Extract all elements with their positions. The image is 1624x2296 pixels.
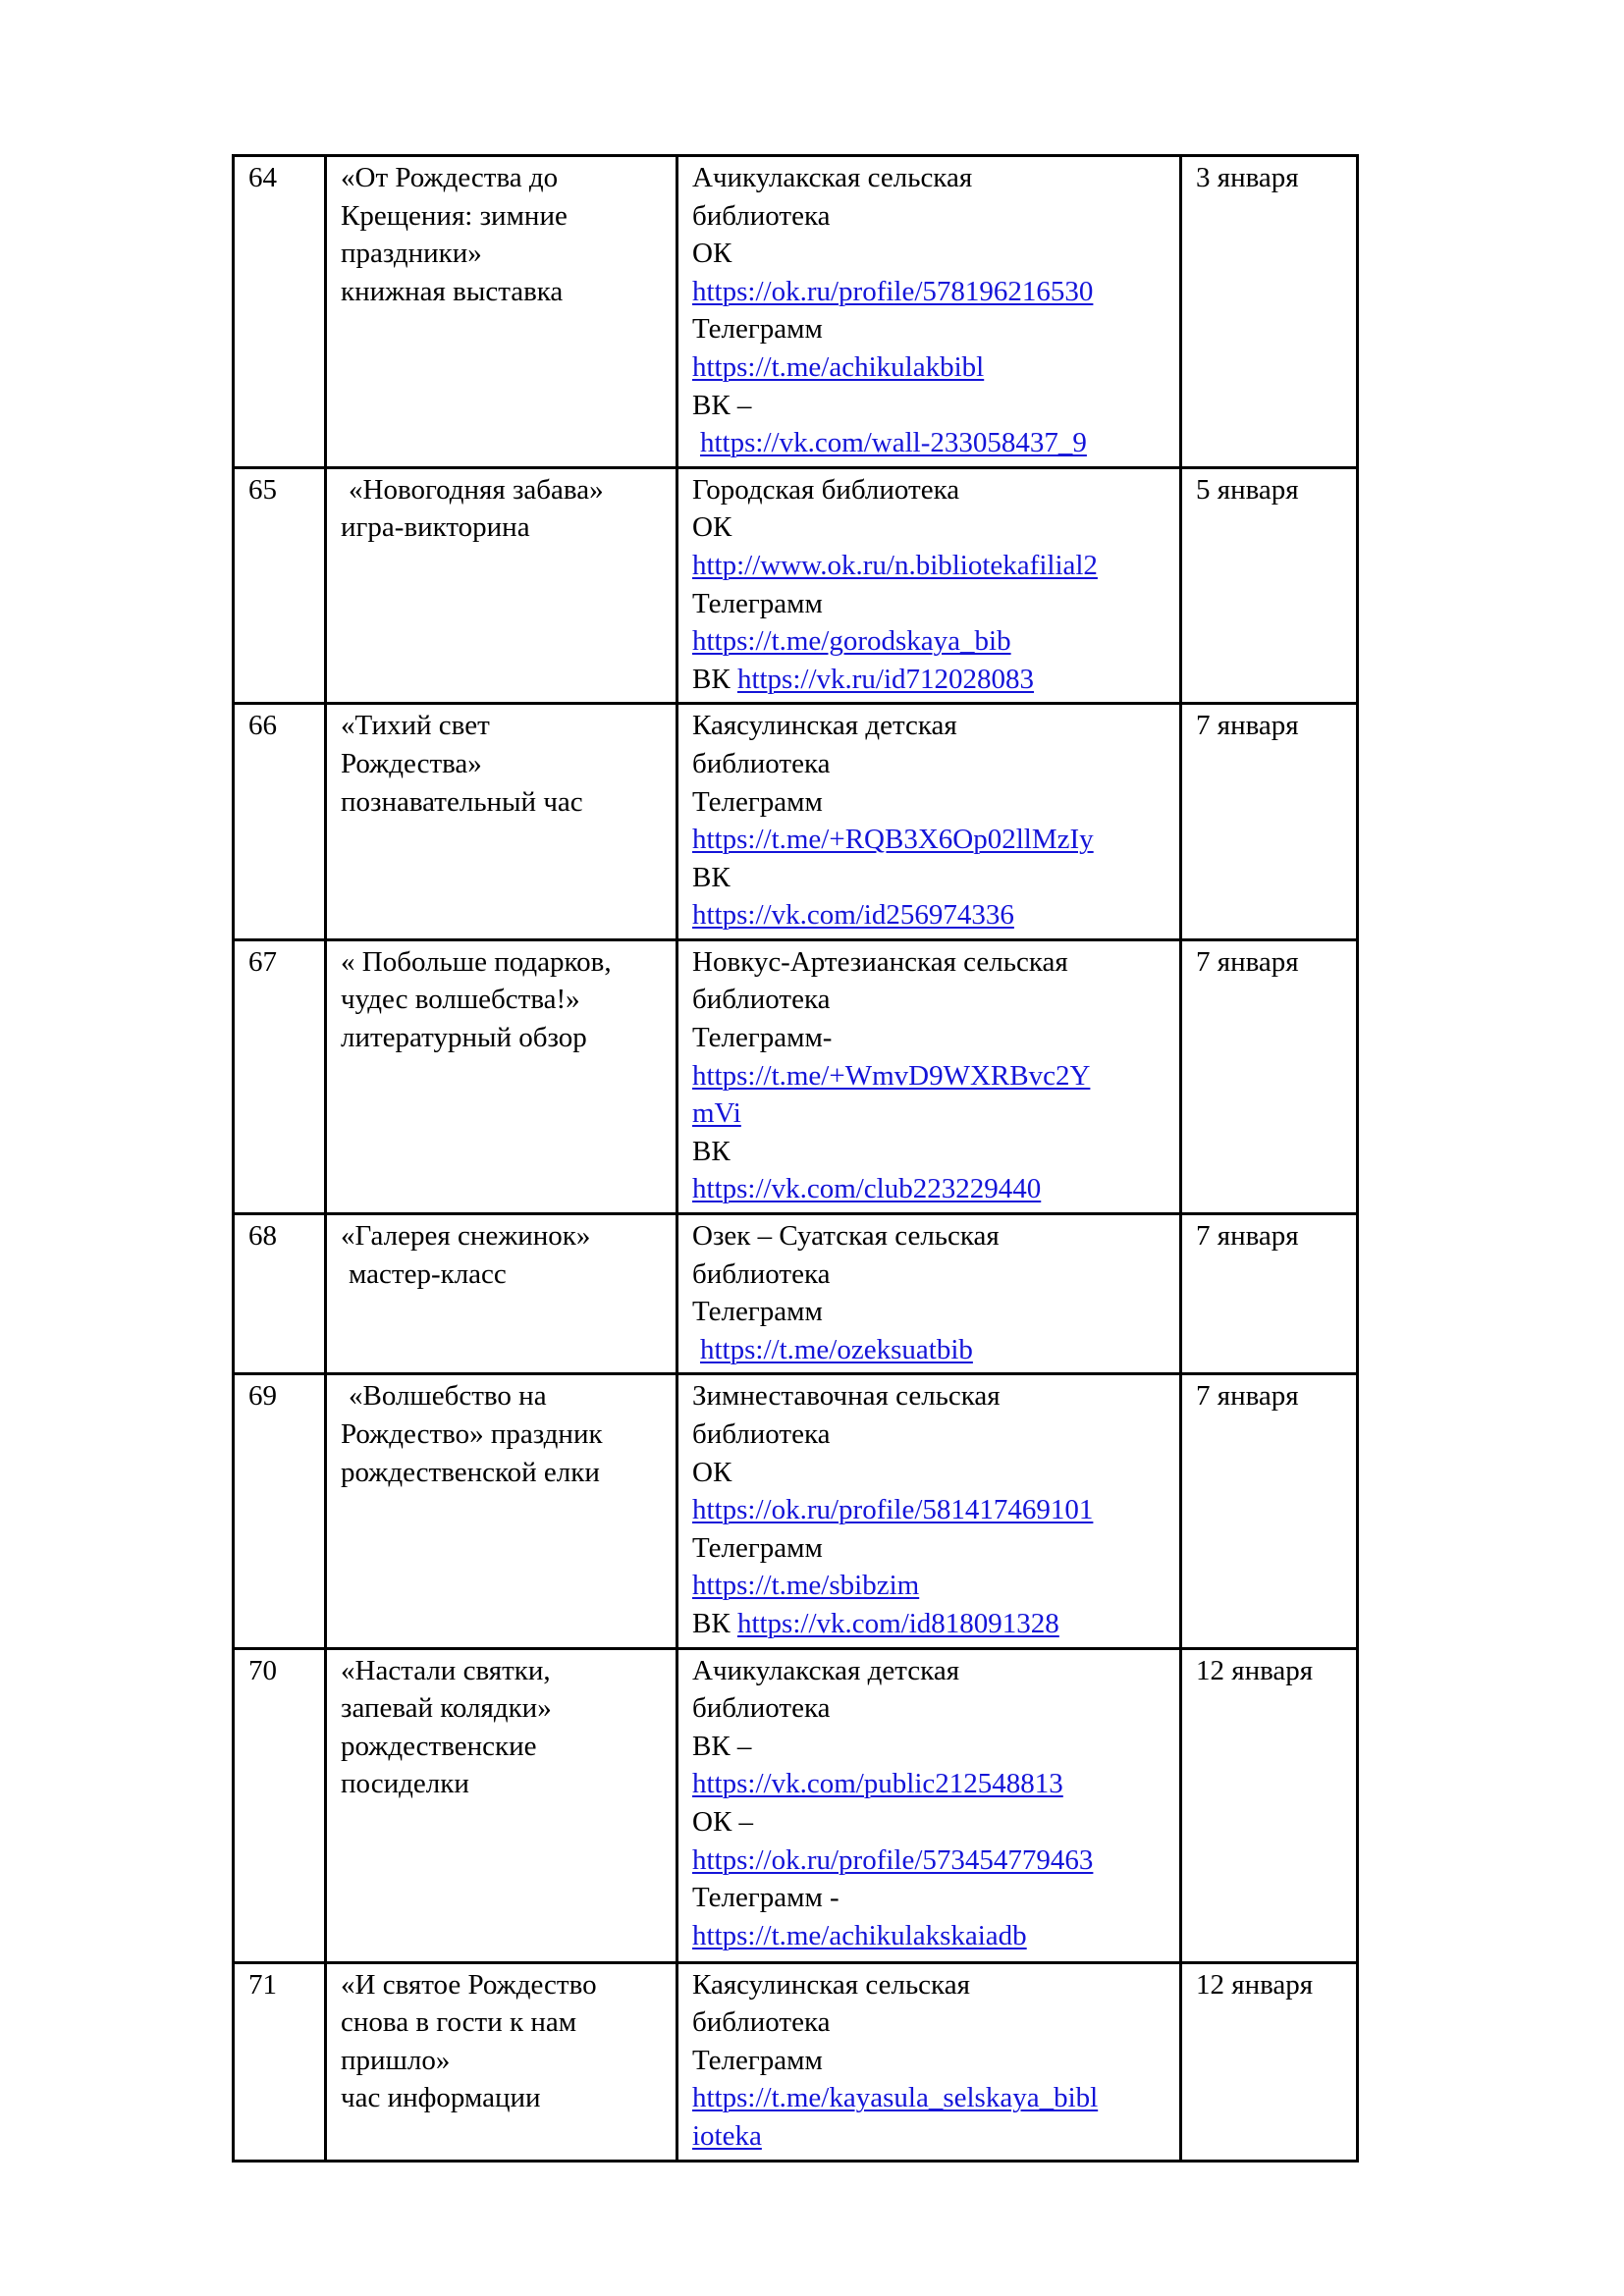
title-line: «Новогодняя забава» <box>349 473 604 506</box>
events-table <box>232 154 1359 2163</box>
title-line: игра-викторина <box>341 511 530 544</box>
title-line: «Волшебство на <box>349 1380 547 1413</box>
place-line: библиотека <box>692 747 831 779</box>
row-number: 70 <box>234 1648 326 1962</box>
event-date: 12 января <box>1181 1648 1358 1962</box>
table-row <box>234 939 1358 1213</box>
event-place <box>677 704 1181 940</box>
contact-label: ОК <box>692 1456 732 1488</box>
title-line: «Галерея снежинок» <box>341 1220 591 1253</box>
place-line: библиотека <box>692 199 831 232</box>
vk-link[interactable]: https://vk.com/id256974336 <box>692 899 1014 932</box>
contact-label: Телеграмм <box>692 587 823 619</box>
title-line: «И святое Рождество <box>341 1968 597 2001</box>
vk-link[interactable]: https://vk.com/public212548813 <box>692 1768 1063 1800</box>
place-line: библиотека <box>692 1692 831 1725</box>
event-date: 7 января <box>1181 939 1358 1213</box>
title-line: час информации <box>341 2082 541 2114</box>
contact-label: ВК – <box>692 1730 752 1762</box>
event-place <box>677 1962 1181 2161</box>
telegram-link[interactable]: https://t.me/kayasula_selskaya_bibl <box>692 2082 1099 2114</box>
event-title <box>326 156 677 468</box>
event-place <box>677 1374 1181 1648</box>
place-line: библиотека <box>692 984 831 1016</box>
vk-link[interactable]: https://vk.com/wall-233058437_9 <box>700 427 1087 459</box>
telegram-link-continued[interactable]: mVi <box>692 1097 741 1130</box>
table-row <box>234 1214 1358 1374</box>
event-place <box>677 1214 1181 1374</box>
contact-label: Телеграмм <box>692 2044 823 2076</box>
title-line: чудес волшебства!» <box>341 984 580 1016</box>
place-line: Городская библиотека <box>692 473 960 506</box>
table-row <box>234 1962 1358 2161</box>
event-title <box>326 939 677 1213</box>
table-row <box>234 1374 1358 1648</box>
title-line: «Настали святки, <box>341 1654 551 1686</box>
event-date: 5 января <box>1181 467 1358 704</box>
row-number: 66 <box>234 704 326 940</box>
row-number: 69 <box>234 1374 326 1648</box>
place-line: Зимнеставочная сельская <box>692 1380 1001 1413</box>
title-line: литературный обзор <box>341 1022 587 1054</box>
event-date: 7 января <box>1181 1374 1358 1648</box>
ok-link[interactable]: http://www.ok.ru/n.bibliotekafilial2 <box>692 549 1098 581</box>
title-line: Крещения: зимние <box>341 199 568 232</box>
vk-link[interactable]: https://vk.com/club223229440 <box>692 1173 1042 1205</box>
place-line: Озек – Суатская сельская <box>692 1220 1000 1253</box>
contact-label: Телеграмм <box>692 1531 823 1564</box>
event-title <box>326 1962 677 2161</box>
ok-link[interactable]: https://ok.ru/profile/578196216530 <box>692 275 1094 307</box>
telegram-link-continued[interactable]: ioteka <box>692 2119 762 2152</box>
telegram-link[interactable]: https://t.me/achikulakskaiadb <box>692 1919 1027 1951</box>
place-line: библиотека <box>692 1418 831 1450</box>
contact-label: Телеграмм- <box>692 1022 833 1054</box>
ok-link[interactable]: https://ok.ru/profile/573454779463 <box>692 1843 1094 1876</box>
contact-label: ВК <box>692 663 731 695</box>
telegram-link[interactable]: https://t.me/ozeksuatbib <box>700 1333 973 1365</box>
telegram-link[interactable]: https://t.me/+WmvD9WXRBvc2Y <box>692 1059 1091 1092</box>
contact-label: Телеграмм <box>692 785 823 818</box>
title-line: «Тихий свет <box>341 710 490 742</box>
vk-link[interactable]: https://vk.ru/id712028083 <box>736 663 1035 695</box>
place-line: Ачикулакская детская <box>692 1654 960 1686</box>
contact-label: Телеграмм <box>692 313 823 346</box>
ok-link[interactable]: https://ok.ru/profile/581417469101 <box>692 1494 1094 1526</box>
title-line: рождественские <box>341 1730 537 1762</box>
row-number: 64 <box>234 156 326 468</box>
place-line: библиотека <box>692 2006 831 2039</box>
row-number: 71 <box>234 1962 326 2161</box>
title-line: Рождества» <box>341 747 482 779</box>
title-line: запевай колядки» <box>341 1692 552 1725</box>
event-title <box>326 1374 677 1648</box>
row-number: 68 <box>234 1214 326 1374</box>
event-place <box>677 156 1181 468</box>
title-line: познавательный час <box>341 785 583 818</box>
event-date: 7 января <box>1181 1214 1358 1374</box>
table-row <box>234 156 1358 468</box>
contact-label: ОК <box>692 238 732 270</box>
telegram-link[interactable]: https://t.me/+RQB3X6Op02llMzIy <box>692 824 1094 856</box>
contact-label: ОК – <box>692 1805 754 1838</box>
telegram-link[interactable]: https://t.me/gorodskaya_bib <box>692 625 1011 658</box>
contact-label: Телеграмм <box>692 1296 823 1328</box>
title-line: книжная выставка <box>341 275 564 307</box>
table-row <box>234 467 1358 704</box>
contact-label: ВК <box>692 861 731 893</box>
title-line: «От Рождества до <box>341 162 559 193</box>
place-line: Каясулинская сельская <box>692 1968 970 2001</box>
event-date: 7 января <box>1181 704 1358 940</box>
title-line: снова в гости к нам <box>341 2006 577 2039</box>
title-line: посиделки <box>341 1768 469 1800</box>
table-row <box>234 704 1358 940</box>
title-line: рождественской елки <box>341 1456 600 1488</box>
title-line: « Побольше подарков, <box>341 945 612 978</box>
place-line: библиотека <box>692 1257 831 1290</box>
vk-link[interactable]: https://vk.com/id818091328 <box>736 1607 1059 1639</box>
telegram-link[interactable]: https://t.me/sbibzim <box>692 1570 920 1602</box>
row-number: 65 <box>234 467 326 704</box>
title-line: пришло» <box>341 2044 451 2076</box>
title-line: мастер-класс <box>349 1257 507 1290</box>
contact-label: ВК <box>692 1135 731 1167</box>
event-title <box>326 704 677 940</box>
contact-label: ВК – <box>692 389 752 421</box>
table-row <box>234 1648 1358 1962</box>
event-title <box>326 1648 677 1962</box>
contact-label: ВК <box>692 1607 731 1639</box>
place-line: Каясулинская детская <box>692 710 957 742</box>
event-place <box>677 467 1181 704</box>
event-title <box>326 1214 677 1374</box>
event-title <box>326 467 677 704</box>
title-line: Рождество» праздник <box>341 1418 603 1450</box>
place-line: Новкус-Артезианская сельская <box>692 945 1068 978</box>
contact-label: Телеграмм - <box>692 1882 839 1914</box>
contact-label: ОК <box>692 511 732 544</box>
row-number: 67 <box>234 939 326 1213</box>
event-date: 12 января <box>1181 1962 1358 2161</box>
title-line: праздники» <box>341 238 482 270</box>
place-line: Ачикулакская сельская <box>692 162 973 193</box>
event-place <box>677 1648 1181 1962</box>
telegram-link[interactable]: https://t.me/achikulakbibl <box>692 350 985 383</box>
event-date: 3 января <box>1181 156 1358 468</box>
event-place <box>677 939 1181 1213</box>
